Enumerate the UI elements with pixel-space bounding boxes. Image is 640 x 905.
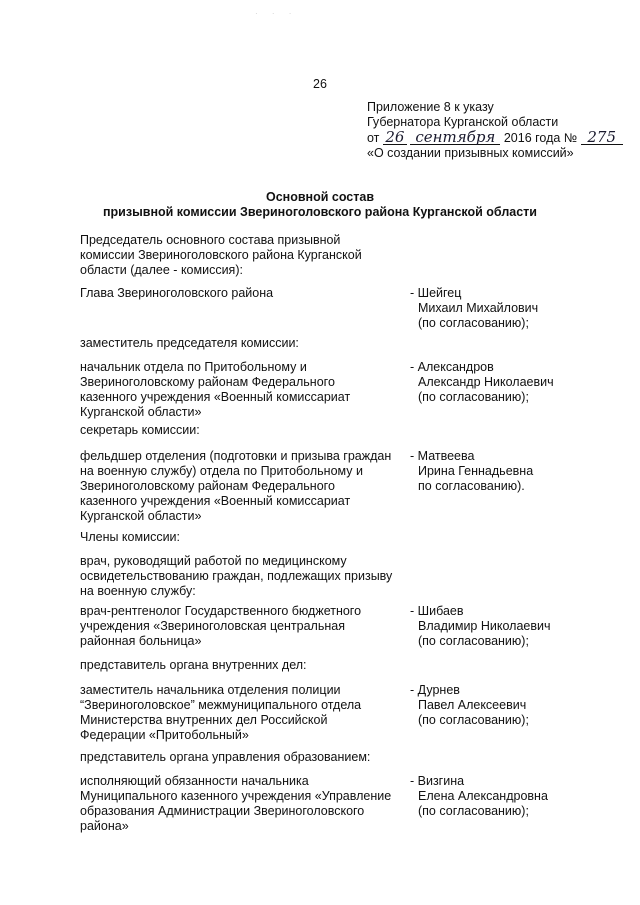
position-line: секретарь комиссии: bbox=[80, 423, 200, 437]
member-line: - Дурнев bbox=[410, 683, 460, 697]
position-line: врач, руководящий работой по медицинскому bbox=[80, 554, 347, 568]
position-description bbox=[80, 658, 408, 673]
member-line: (по согласованию); bbox=[418, 634, 529, 648]
position-line: районная больница» bbox=[80, 634, 202, 648]
position-line: Глава Звериноголовского района bbox=[80, 286, 274, 300]
handwritten-number: 275 bbox=[581, 130, 623, 145]
member-line: Владимир Николаевич bbox=[418, 619, 551, 633]
position-line: Муниципального казенного учреждения «Управление bbox=[80, 789, 392, 803]
position-description bbox=[80, 554, 408, 599]
member-line: Александр Николаевич bbox=[418, 375, 554, 389]
member-line: (по согласованию); bbox=[418, 804, 529, 818]
appendix-line-4: «О создании призывных комиссий» bbox=[367, 146, 574, 160]
position-description bbox=[80, 233, 408, 278]
position-line: начальник отдела по Притобольному и bbox=[80, 360, 307, 374]
position-line: исполняющий обязанности начальника bbox=[80, 774, 309, 788]
position-line: Федерации «Притобольный» bbox=[80, 728, 249, 742]
position-description bbox=[80, 423, 408, 438]
position-line: Звериноголовскому районам Федерального bbox=[80, 479, 335, 493]
position-line: врач-рентгенолог Государственного бюджетного bbox=[80, 604, 362, 618]
position-description bbox=[80, 604, 408, 649]
appendix-line-2: Губернатора Курганской области bbox=[367, 115, 559, 129]
member-line: (по согласованию); bbox=[418, 390, 529, 404]
member-line: - Александров bbox=[410, 360, 494, 374]
member-name bbox=[410, 286, 590, 331]
appendix-header bbox=[367, 100, 627, 161]
position-line: заместитель председателя комиссии: bbox=[80, 336, 299, 350]
position-line: казенного учреждения «Военный комиссариат bbox=[80, 390, 351, 404]
position-line: образования Администрации Звериноголовского bbox=[80, 804, 365, 818]
member-name bbox=[410, 449, 590, 494]
appendix-from: от bbox=[367, 131, 380, 145]
member-name bbox=[410, 774, 590, 819]
member-line: Ирина Геннадьевна bbox=[418, 464, 534, 478]
page-number: 26 bbox=[313, 77, 327, 91]
position-line: заместитель начальника отделения полиции bbox=[80, 683, 341, 697]
member-line: - Шибаев bbox=[410, 604, 464, 618]
position-line: Члены комиссии: bbox=[80, 530, 181, 544]
position-description bbox=[80, 286, 408, 301]
member-line: Павел Алексеевич bbox=[418, 698, 527, 712]
position-line: освидетельствованию граждан, подлежащих призыву bbox=[80, 569, 393, 583]
position-line: комиссии Звериноголовского района Курганской bbox=[80, 248, 362, 262]
handwritten-date: 26 bbox=[383, 130, 407, 145]
position-line: на военную службу: bbox=[80, 584, 196, 598]
document-title bbox=[0, 190, 640, 220]
position-description bbox=[80, 360, 408, 420]
title-line-1: Основной состав bbox=[265, 190, 375, 204]
position-line: Председатель основного состава призывной bbox=[80, 233, 341, 247]
scan-noise: · · · bbox=[255, 9, 298, 18]
member-line: по согласованию). bbox=[418, 479, 525, 493]
appendix-line-1: Приложение 8 к указу bbox=[367, 100, 494, 114]
position-description bbox=[80, 774, 408, 834]
position-line: области (далее - комиссия): bbox=[80, 263, 243, 277]
title-line-2: призывной комиссии Звериноголовского района Курганской области bbox=[103, 205, 537, 219]
member-name bbox=[410, 683, 590, 728]
position-line: представитель органа управления образованием: bbox=[80, 750, 371, 764]
position-line: Звериноголовскому районам Федерального bbox=[80, 375, 335, 389]
member-line: - Матвеева bbox=[410, 449, 475, 463]
position-line: фельдшер отделения (подготовки и призыва граждан bbox=[80, 449, 392, 463]
position-line: Курганской области» bbox=[80, 405, 202, 419]
position-description bbox=[80, 683, 408, 743]
position-line: казенного учреждения «Военный комиссариат bbox=[80, 494, 351, 508]
member-line: - Визгина bbox=[410, 774, 465, 788]
position-description bbox=[80, 750, 408, 765]
appendix-line-3 bbox=[367, 130, 627, 146]
position-line: учреждения «Звериноголовская центральная bbox=[80, 619, 345, 633]
position-description bbox=[80, 336, 408, 351]
member-line: Елена Александровна bbox=[418, 789, 548, 803]
member-line: - Шейгец bbox=[410, 286, 462, 300]
member-line: (по согласованию); bbox=[418, 316, 529, 330]
handwritten-month: сентября bbox=[410, 130, 500, 145]
position-description bbox=[80, 449, 408, 524]
position-line: района» bbox=[80, 819, 129, 833]
position-line: “Звериноголовское” межмуниципального отдела bbox=[80, 698, 362, 712]
member-name bbox=[410, 604, 590, 649]
position-line: на военную службу) отдела по Притобольному и bbox=[80, 464, 363, 478]
appendix-year: 2016 года № bbox=[503, 131, 578, 145]
member-line: Михаил Михайлович bbox=[418, 301, 539, 315]
position-line: представитель органа внутренних дел: bbox=[80, 658, 307, 672]
position-line: Министерства внутренних дел Российской bbox=[80, 713, 328, 727]
member-line: (по согласованию); bbox=[418, 713, 529, 727]
position-description bbox=[80, 530, 408, 545]
position-line: Курганской области» bbox=[80, 509, 202, 523]
member-name bbox=[410, 360, 590, 405]
